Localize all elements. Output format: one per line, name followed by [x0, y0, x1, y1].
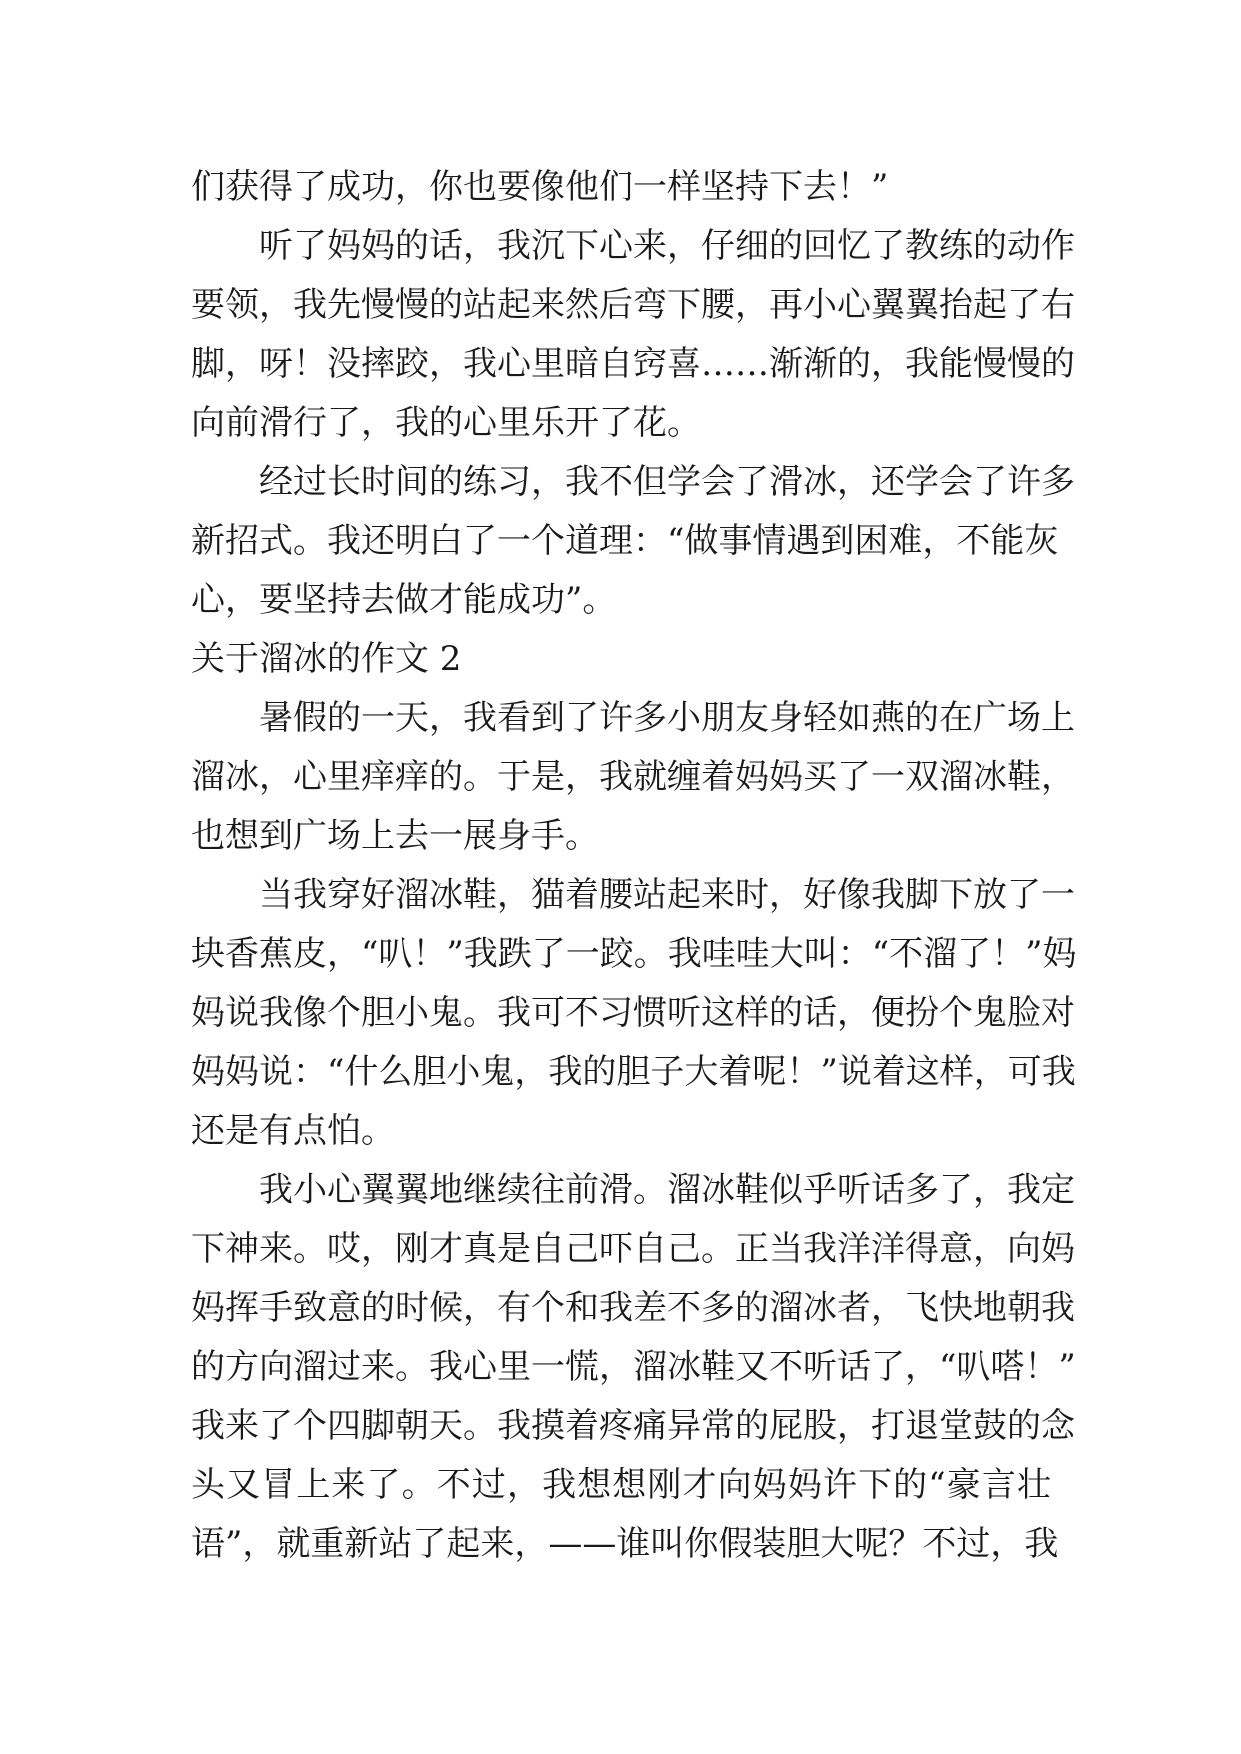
text-line: 溜冰，心里痒痒的。于是，我就缠着妈妈买了一双溜冰鞋，	[191, 757, 1075, 797]
text-line: 我来了个四脚朝天。我摸着疼痛异常的屁股，打退堂鼓的念	[191, 1406, 1075, 1446]
text-line: 我小心翼翼地继续往前滑。溜冰鞋似乎听话多了，我定	[259, 1170, 1075, 1210]
text-line: 还是有点怕。	[191, 1111, 395, 1151]
text-line: 当我穿好溜冰鞋，猫着腰站起来时，好像我脚下放了一	[259, 875, 1075, 915]
text-line: 暑假的一天，我看到了许多小朋友身轻如燕的在广场上	[259, 698, 1075, 738]
article-body	[191, 158, 1077, 1574]
text-line: 心，要坚持去做才能成功”。	[191, 580, 617, 620]
text-line: 要领，我先慢慢的站起来然后弯下腰，再小心翼翼抬起了右	[191, 285, 1075, 325]
text-line: 经过长时间的练习，我不但学会了滑冰，还学会了许多	[259, 462, 1075, 502]
text-line: 妈挥手致意的时候，有个和我差不多的溜冰者，飞快地朝我	[191, 1288, 1075, 1328]
text-line: 妈妈说：“什么胆小鬼，我的胆子大着呢！”说着这样，可我	[191, 1052, 1076, 1092]
text-line: 脚，呀！没摔跤，我心里暗自窍喜……渐渐的，我能慢慢的	[191, 344, 1075, 384]
text-line: 妈说我像个胆小鬼。我可不习惯听这样的话，便扮个鬼脸对	[191, 993, 1075, 1033]
text-line: 下神来。哎，刚才真是自己吓自己。正当我洋洋得意，向妈	[191, 1229, 1075, 1269]
text-line: 向前滑行了，我的心里乐开了花。	[191, 403, 701, 443]
section-heading: 关于溜冰的作文 2	[191, 639, 462, 679]
text-line: 新招式。我还明白了一个道理：“做事情遇到困难，不能灰	[191, 521, 1059, 561]
text-line: 们获得了成功，你也要像他们一样坚持下去！”	[191, 167, 889, 207]
text-line: 听了妈妈的话，我沉下心来，仔细的回忆了教练的动作	[259, 226, 1075, 266]
text-line: 也想到广场上去一展身手。	[191, 816, 599, 856]
text-line: 块香蕉皮，“叭！”我跌了一跤。我哇哇大叫：“不溜了！”妈	[191, 934, 1077, 974]
text-line: 语”，就重新站了起来，——谁叫你假装胆大呢？不过，我	[191, 1524, 1059, 1564]
text-line: 头又冒上来了。不过，我想想刚才向妈妈许下的“豪言壮	[191, 1465, 1051, 1505]
text-line: 的方向溜过来。我心里一慌，溜冰鞋又不听话了，“叭嗒！”	[191, 1347, 1076, 1387]
